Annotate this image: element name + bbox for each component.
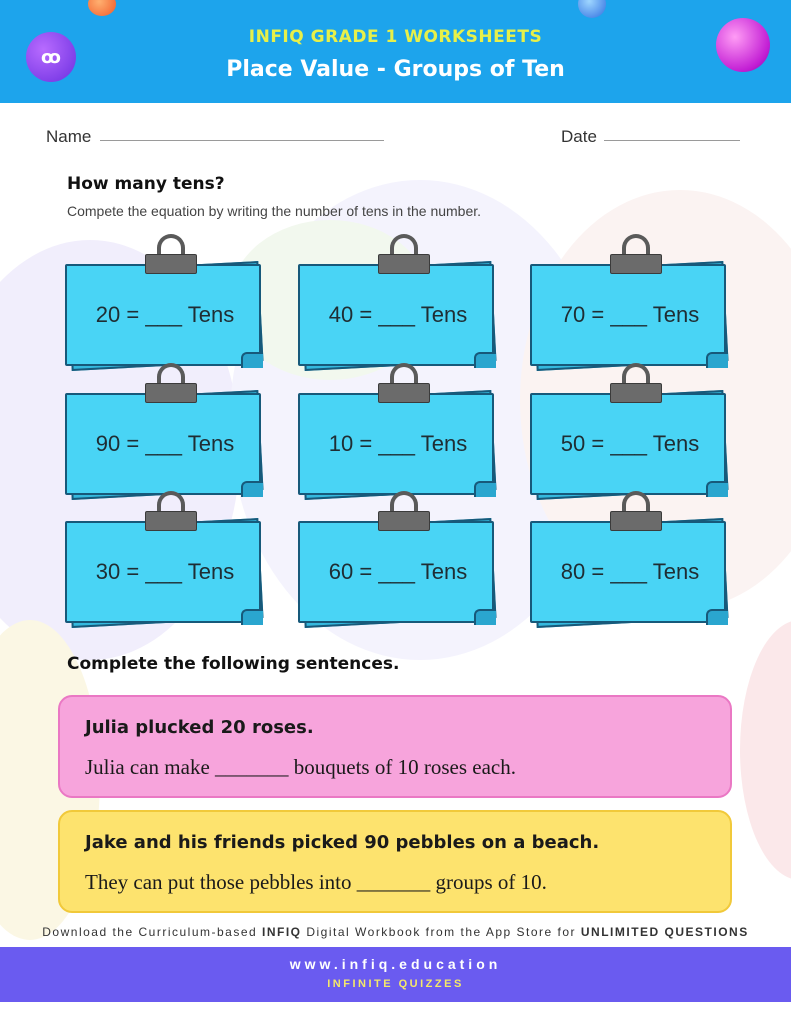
page-curl-icon (706, 352, 728, 368)
name-field[interactable] (100, 140, 384, 141)
binder-clip-plate (145, 383, 197, 403)
promo-highlight: UNLIMITED QUESTIONS (580, 925, 749, 939)
name-label: Name (46, 127, 92, 146)
download-promo (0, 925, 791, 939)
note-card (530, 515, 730, 627)
equation[interactable]: 10 = ___ Tens (328, 431, 468, 456)
background-blob (740, 620, 791, 880)
page-curl-icon (706, 609, 728, 625)
equation[interactable]: 90 = ___ Tens (95, 431, 235, 456)
sentence-fill-blank[interactable]: They can put those pebbles into _______ groups of 10. (85, 870, 547, 894)
orange-ball-icon (88, 0, 116, 16)
binder-clip-plate (610, 511, 662, 531)
section-title-tens: How many tens? (67, 174, 225, 194)
page-curl-icon (474, 609, 496, 625)
note-card (65, 258, 265, 370)
binder-clip-plate (610, 383, 662, 403)
page-curl-icon (706, 481, 728, 497)
note-card (65, 387, 265, 499)
page-curl-icon (241, 352, 263, 368)
binder-clip-plate (378, 383, 430, 403)
page-curl-icon (474, 481, 496, 497)
sentence-box (58, 810, 732, 913)
note-card (530, 387, 730, 499)
page-curl-icon (241, 481, 263, 497)
worksheet-series: INFIQ GRADE 1 WORKSHEETS (248, 27, 543, 47)
binder-clip-plate (145, 254, 197, 274)
binder-clip-plate (378, 254, 430, 274)
sentence-fill-blank[interactable]: Julia can make _______ bouquets of 10 roses each. (85, 755, 516, 779)
equation[interactable]: 30 = ___ Tens (95, 559, 235, 584)
note-card (530, 258, 730, 370)
sentence-title: Julia plucked 20 roses. (85, 717, 314, 738)
equation[interactable]: 20 = ___ Tens (95, 302, 235, 327)
date-field[interactable] (604, 140, 740, 141)
equation[interactable]: 60 = ___ Tens (328, 559, 468, 584)
equation[interactable]: 50 = ___ Tens (560, 431, 700, 456)
note-card (298, 515, 498, 627)
footer-bar (0, 947, 791, 1002)
binder-clip-plate (378, 511, 430, 531)
sentence-title: Jake and his friends picked 90 pebbles on a beach. (85, 832, 600, 853)
promo-text: Download the Curriculum-based (42, 925, 263, 939)
promo-text: Digital Workbook from the App Store for (301, 925, 581, 939)
promo-brand: INFIQ (262, 925, 302, 939)
equation[interactable]: 70 = ___ Tens (560, 302, 700, 327)
note-card (298, 387, 498, 499)
page-curl-icon (474, 352, 496, 368)
binder-clip-plate (610, 254, 662, 274)
equation[interactable]: 80 = ___ Tens (560, 559, 700, 584)
binder-clip-plate (145, 511, 197, 531)
note-card (65, 515, 265, 627)
website-link[interactable]: www.infiq.education (289, 956, 502, 972)
section-title-sentences: Complete the following sentences. (67, 654, 400, 674)
sentence-box (58, 695, 732, 798)
equation[interactable]: 40 = ___ Tens (328, 302, 468, 327)
blue-ball-icon (578, 0, 606, 18)
header-banner (0, 0, 791, 103)
note-card (298, 258, 498, 370)
instructions: Compete the equation by writing the number of tens in the number. (67, 203, 482, 219)
tagline: INFINITE QUIZZES (327, 978, 464, 990)
page-title: Place Value - Groups of Ten (226, 57, 565, 82)
infiq-logo-icon: ꝏ (26, 32, 76, 82)
date-label: Date (561, 127, 597, 146)
page-curl-icon (241, 609, 263, 625)
